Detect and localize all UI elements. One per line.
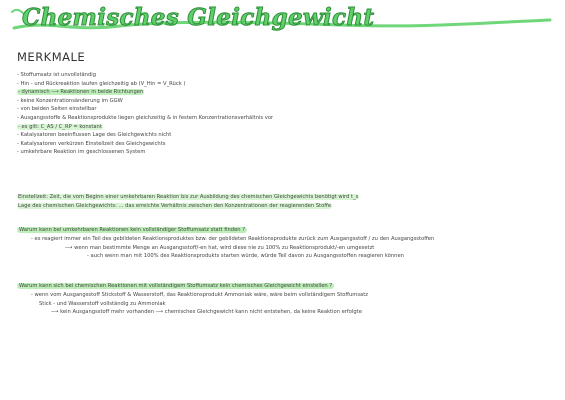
- highlighted-list-item: - dynamisch ⟶ Reaktionen in beide Richtungen: [18, 89, 144, 96]
- list-item: - Ausgangsstoffe & Reaktionsprodukte liegen gleichzeitig & in festem Konzentrationsverhältnis vor: [17, 114, 274, 121]
- list-item: - Katalysatoren verkürzen Einstellzeit des Gleichgewichts: [17, 140, 166, 147]
- list-item: - umkehrbare Reaktion im geschlossenen System: [17, 149, 146, 156]
- answer-line: - es reagiert immer ein Teil des gebildeten Reaktionsproduktes bzw. der gebildeten Reaktionsprodukte zurück zum Ausgangsstoff / zu den Ausgangsstoffen: [31, 235, 435, 242]
- highlighted-list-item: - es gilt: C_AS / C_RP = konstant: [18, 123, 102, 130]
- question-1: Warum kann bei umkehrbaren Reaktionen kein vollständiger Stoffumsatz statt finden ?: [19, 227, 245, 233]
- section-heading-merkmale: MERKMALE: [17, 50, 86, 64]
- list-item: [17, 88, 557, 97]
- title-block: [10, 2, 555, 36]
- list-item: - Stoffumsatz ist unvollständig: [17, 72, 96, 78]
- list-item: - keine Konzentrationsänderung im GGW: [17, 97, 123, 104]
- answer-line: - wenn vom Ausgangsstoff Stickstoff & Wasserstoff, das Reaktionsprodukt Ammoniak wäre, wäre beim vollständigem Stoffumsatz: [31, 291, 368, 298]
- list-item: - Hin - und Rückreaktion laufen gleichzeitig ab (V_Hin = V_Rück ): [17, 80, 186, 87]
- answer-line: - auch wenn man mit 100% des Reaktionsprodukts starten würde, würde Teil davon zu Ausgangsstoffen reagieren können: [87, 253, 404, 260]
- question-block-2: [17, 282, 557, 317]
- definition-einstellzeit: Einstellzeit: Zeit, die vom Beginn einer umkehrbaren Reaktion bis zur Ausbildung des chemischen Gleichgewichts benötigt wird t_s: [18, 194, 359, 200]
- answer-line: ⟶ kein Ausgangsstoff mehr vorhanden ⟶ chemisches Gleichgewicht kann nicht entstehen, da keine Reaktion erfolgte: [51, 309, 362, 316]
- answer-line: Stick - und Wasserstoff vollständig zu Ammoniak: [39, 300, 166, 307]
- page-title: Chemisches Gleichgewicht: [22, 4, 375, 31]
- definitions: [17, 193, 557, 211]
- answer-line: ⟶ wenn man bestimmte Menge an Ausgangsstoff/-en hat, wird diese nie zu 100% zu Reaktionsprodukt/-en umgesetzt: [65, 244, 375, 251]
- definition-lage: Lage des chemischen Gleichgewichts: ... das erreichte Verhältnis zwischen den Konzentrationen der reagierenden Stoffe: [18, 202, 332, 209]
- question-2: Warum kann sich bei chemischen Reaktionen mit vollständigem Stoffumsatz kein chemisches Gleichgewicht einstellen ?: [19, 283, 333, 289]
- list-item: - von beiden Seiten einstellbar: [17, 106, 97, 113]
- question-block-1: [17, 226, 557, 261]
- list-item: - Katalysatoren beeinflussen Lage des Gleichgewichts nicht: [17, 132, 172, 139]
- list-item: [17, 123, 557, 132]
- merkmale-list: [17, 71, 557, 157]
